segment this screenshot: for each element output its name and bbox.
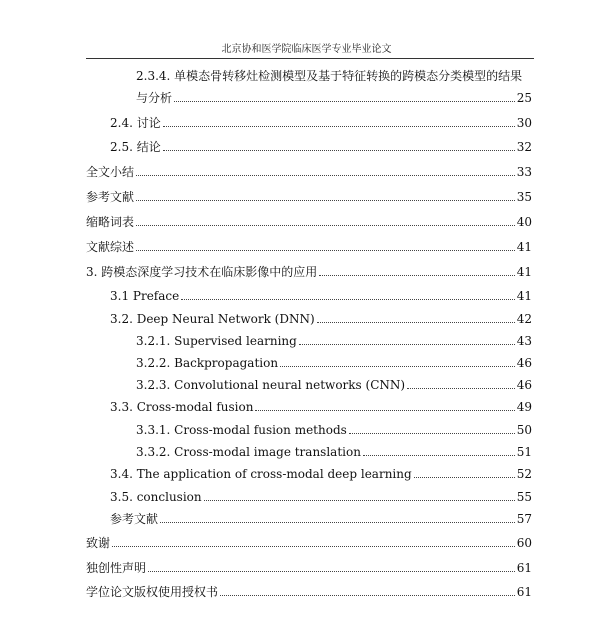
dot-leader [349, 432, 515, 434]
dot-leader [204, 499, 515, 501]
toc-entry [86, 262, 532, 280]
dot-leader [319, 274, 514, 276]
dot-leader [136, 224, 515, 226]
toc-entry-page: 57 [516, 512, 532, 526]
toc-entry [86, 66, 532, 84]
toc-entry [86, 442, 532, 460]
toc-entry-title: 3.3.2. Cross-modal image translation [136, 445, 361, 459]
dot-leader [163, 149, 515, 151]
toc-entry-page: 41 [516, 289, 532, 303]
toc-entry [86, 558, 532, 576]
toc-entry-page: 61 [516, 585, 532, 599]
toc-entry-page: 41 [516, 265, 532, 279]
toc-entry [86, 137, 532, 155]
toc-entry-page: 25 [516, 91, 532, 105]
toc-entry [86, 286, 532, 304]
toc-entry-page: 32 [516, 140, 532, 154]
running-header: 北京协和医学院临床医学专业毕业论文 [221, 44, 392, 55]
toc-entry-title: 2.5. 结论 [110, 140, 161, 154]
toc-entry [86, 162, 532, 180]
toc-entry-title: 3.2.1. Supervised learning [136, 334, 297, 348]
dot-leader [112, 545, 515, 547]
toc-entry [86, 464, 532, 482]
toc-entry-title: 3.2.3. Convolutional neural networks (CNN) [136, 378, 406, 392]
toc-entry-title: 参考文献 [110, 512, 159, 526]
toc-entry [86, 420, 532, 438]
toc-entry-title: 与分析 [136, 91, 173, 105]
dot-leader [317, 321, 515, 323]
toc-entry-title: 学位论文版权使用授权书 [86, 585, 219, 599]
toc-entry-title: 缩略词表 [86, 215, 135, 229]
dot-leader [363, 454, 515, 456]
toc-entry [86, 487, 532, 505]
toc-entry-page: 52 [516, 467, 532, 481]
toc-entry-title: 全文小结 [86, 165, 135, 179]
dot-leader [160, 521, 515, 523]
dot-leader [136, 249, 515, 251]
toc-entry-title: 3.2.2. Backpropagation [136, 356, 279, 370]
dot-leader [174, 100, 515, 102]
toc-entry [86, 331, 532, 349]
toc-entry-title: 参考文献 [86, 190, 135, 204]
dot-leader [220, 594, 515, 596]
dot-leader [181, 298, 514, 300]
toc-entry-page: 41 [516, 240, 532, 254]
toc-entry-title: 3.4. The application of cross-modal deep learning [110, 467, 412, 481]
toc-entry-page: 61 [516, 561, 532, 575]
toc-entry-page: 42 [516, 312, 532, 326]
dot-leader [299, 343, 515, 345]
header-rule [86, 58, 534, 59]
toc-entry-title: 3.3.1. Cross-modal fusion methods [136, 423, 347, 437]
toc-entry-title: 致谢 [86, 536, 111, 550]
toc-entry [86, 88, 532, 106]
toc-entry-page: 30 [516, 116, 532, 130]
toc-entry-page: 46 [516, 378, 532, 392]
toc-entry-page: 60 [516, 536, 532, 550]
toc-entry-title: 独创性声明 [86, 561, 147, 575]
toc-entry-title: 3. 跨模态深度学习技术在临床影像中的应用 [86, 265, 318, 279]
toc-entry [86, 237, 532, 255]
toc-entry-title: 文献综述 [86, 240, 135, 254]
toc-entry-page: 43 [516, 334, 532, 348]
toc-entry-page: 35 [516, 190, 532, 204]
toc-entry [86, 533, 532, 551]
toc-entry [86, 212, 532, 230]
toc-entry [86, 509, 532, 527]
toc-entry-page: 49 [516, 400, 532, 414]
toc-entry [86, 187, 532, 205]
toc-entry-title: 3.1 Preface [110, 289, 180, 303]
toc-entry-page: 40 [516, 215, 532, 229]
toc-entry [86, 353, 532, 371]
toc-entry-title: 2.3.4. 单模态骨转移灶检测模型及基于特征转换的跨模态分类模型的结果 [136, 69, 523, 83]
dot-leader [414, 476, 515, 478]
dot-leader [407, 387, 515, 389]
toc-entry [86, 582, 532, 600]
dot-leader [255, 409, 514, 411]
toc-entry-title: 3.5. conclusion [110, 490, 202, 504]
dot-leader [136, 199, 515, 201]
dot-leader [163, 125, 515, 127]
dot-leader [148, 570, 515, 572]
toc-entry-title: 3.3. Cross-modal fusion [110, 400, 254, 414]
toc-entry-title: 2.4. 讨论 [110, 116, 161, 130]
toc-entry [86, 113, 532, 131]
dot-leader [136, 174, 515, 176]
toc-entry [86, 309, 532, 327]
toc-entry-page: 33 [516, 165, 532, 179]
toc-entry-title: 3.2. Deep Neural Network (DNN) [110, 312, 315, 326]
toc-entry-page: 50 [516, 423, 532, 437]
toc-entry [86, 397, 532, 415]
toc-entry-page: 55 [516, 490, 532, 504]
dot-leader [280, 365, 515, 367]
toc-entry [86, 375, 532, 393]
toc-entry-page: 46 [516, 356, 532, 370]
toc-entry-page: 51 [516, 445, 532, 459]
